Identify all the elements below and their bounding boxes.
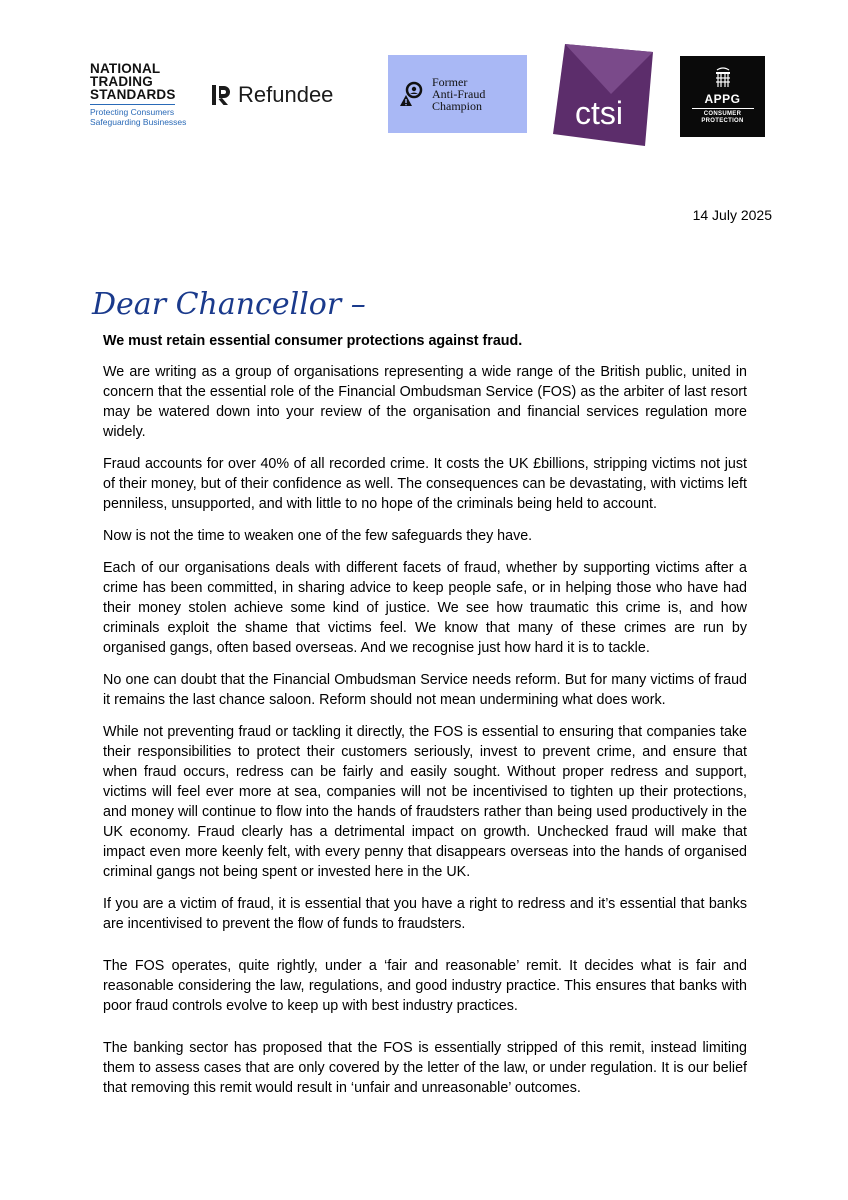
nts-title-line-3: STANDARDS [90, 87, 176, 102]
appg-consumer-protection-logo [680, 56, 765, 137]
national-trading-standards-logo [90, 62, 200, 127]
letter-body [103, 331, 747, 1110]
magnifier-warning-icon [398, 80, 426, 108]
paragraph-6: While not preventing fraud or tackling it directly, the FOS is essential to ensuring that companies take their responsibilities to protect their customers seriously, invest to prevent crime, and ensure that when fraud occurs, redress can be fairly and easily sought. Without proper redress and support, victims will feel ever more at sea, companies will not be incentivised to tighten up their protections, and money will continue to flow into the hands of fraudsters rather than being used productively in the UK economy. Fraud clearly has a detrimental impact on growth. Unchecked fraud will make that impact even more keenly felt, with every penny that disappears overseas into the hands of organised criminal gangs not being spent or invested here in the UK. [103, 724, 747, 880]
portcullis-icon [711, 66, 735, 90]
paragraph-8: The FOS operates, quite rightly, under a ‘fair and reasonable’ remit. It decides what is fair and reasonable considering the law, regulations, and good industry practice. This ensures that banks with poor fraud controls evolve to keep up with best industry practices. [103, 958, 747, 1014]
appg-divider [692, 108, 754, 109]
paragraph-9: The banking sector has proposed that the FOS is essentially stripped of this remit, instead limiting them to assess cases that are only covered by the letter of the law, or under regulation. It is our belief that removing this remit would result in ‘unfair and unreasonable’ outcomes. [103, 1040, 747, 1096]
champion-line-2: Anti-Fraud [432, 87, 486, 101]
ctsi-logo [553, 44, 653, 146]
handwritten-salutation [88, 272, 366, 332]
nts-sub-line-2: Safeguarding Businesses [90, 117, 187, 127]
appg-title: APPG [704, 92, 741, 106]
refundee-mark-icon [210, 83, 232, 107]
ctsi-name: ctsi [575, 95, 623, 131]
former-anti-fraud-champion-logo [388, 55, 527, 133]
nts-title-line-2: TRADING [90, 74, 153, 89]
nts-divider [90, 104, 175, 105]
nts-sub-line-1: Protecting Consumers [90, 107, 175, 117]
paragraph-4: Each of our organisations deals with different facets of fraud, whether by supporting victims after a crime has been committed, in sharing advice to keep people safe, or in helping those who have had their money stolen achieve some kind of justice. We see how traumatic this crime is, and how criminals exploit the shame that victims feel. We know that many of these crimes are run by organised gangs, often based overseas. And we recognise just how hard it is to tackle. [103, 560, 747, 656]
svg-text:Dear Chancellor –: Dear Chancellor – [92, 287, 366, 322]
champion-line-3: Champion [432, 99, 482, 113]
letter-date: 14 July 2025 [692, 207, 772, 223]
paragraph-3: Now is not the time to weaken one of the few safeguards they have. [103, 528, 533, 544]
paragraph-1: We are writing as a group of organisations representing a wide range of the British public, united in concern that the essential role of the Financial Ombudsman Service (FOS) as the arbiter of last resort may be watered down into your review of the organisation and financial services regulation more widely. [103, 364, 747, 440]
letter-heading: We must retain essential consumer protections against fraud. [103, 333, 523, 349]
champion-line-1: Former [432, 75, 468, 89]
paragraph-2: Fraud accounts for over 40% of all recorded crime. It costs the UK £billions, stripping victims not just of their money, but of their confidence as well. The consequences can be devastating, with victims left penniless, unsupported, and with little to no hope of the criminals being held to account. [103, 456, 747, 512]
paragraph-5: No one can doubt that the Financial Ombudsman Service needs reform. But for many victims of fraud it remains the last chance saloon. Reform should not mean undermining what does work. [103, 672, 747, 708]
appg-sub-line-2: PROTECTION [701, 118, 744, 124]
refundee-name: Refundee [238, 82, 334, 107]
paragraph-7: If you are a victim of fraud, it is essential that you have a right to redress and it’s essential that banks are incentivised to prevent the flow of funds to fraudsters. [103, 896, 747, 932]
appg-sub-line-1: CONSUMER [703, 111, 742, 117]
nts-title-line-1: NATIONAL [90, 61, 161, 76]
refundee-logo [210, 82, 333, 108]
